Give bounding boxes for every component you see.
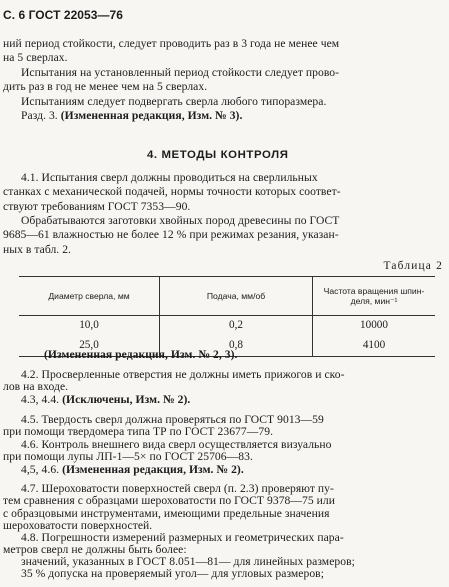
cell-rpm: 10000 [313,316,436,336]
revision-label: (Исключены, Изм. № 2). [62,392,191,406]
text-line [21,463,244,478]
col-header-rpm-line2: деля, мин⁻¹ [350,296,398,306]
col-header-rpm [313,277,436,316]
text-line: 9685—61 влажностью не более 12 % при режимах резания, указан- [3,228,339,241]
table-caption: Таблица 2 [383,260,443,272]
text-line: метров сверл не должны быть более: [3,542,187,556]
text-line: ствуют требованиям ГОСТ 7353—90. [3,200,191,213]
text-line: шероховатости поверхностей. [3,518,153,532]
text-line: Испытаниям следует подвергать сверла любого типоразмера. [21,95,327,108]
cell-feed: 0,8 [160,335,313,357]
table-2 [19,276,435,357]
table-row [19,316,435,336]
text-line: 4.6. Контроль внешнего вида сверл осуществляется визуально [21,437,332,451]
text-line [21,393,190,408]
revision-note [21,109,242,124]
text-line: 4.5. Твердость сверл должна проверяться по ГОСТ 9013—59 [21,412,324,426]
cell-diameter: 25,0 [19,335,160,357]
text-line: лов на входе. [3,379,69,393]
section-ref: Разд. 3. [21,109,58,122]
revision-label: (Измененная редакция, Изм. № 3). [60,109,243,122]
text-line: ний период стойкости, следует проводить раз в 3 года не менее чем [3,37,340,50]
text-line: тем сравнения с образцами шероховатости по ГОСТ 9378—75 или [3,494,336,508]
text-line: 4.8. Погрешности измерений размерных и геометрических пара- [21,530,344,544]
text-line: при помощи лупы ЛП-1—5× по ГОСТ 25706—83. [3,449,253,463]
revision-label: (Измененная редакция, Изм. № 2). [62,462,244,476]
page-header: С. 6 ГОСТ 22053—76 [3,8,123,22]
cell-diameter: 10,0 [79,319,99,332]
text-line: при помощи твердомера типа ТР по ГОСТ 23677—79. [3,424,274,438]
cell-feed: 0,2 [160,316,313,336]
col-header-rpm-line1: Частота вращения шпин- [323,286,425,296]
cell-rpm: 4100 [313,335,436,357]
text-line: на 5 сверлах. [3,51,68,64]
text-line: 4.7. Шероховатости поверхностей сверл (п. 2.3) проверяют пу- [21,482,334,496]
col-header-feed: Подача, мм/об [160,277,313,316]
section-title: 4. МЕТОДЫ КОНТРОЛЯ [147,149,289,161]
clause-ref: 4,5, 4.6. [21,462,60,476]
text-line: 4.1. Испытания сверл должны проводиться на сверлильных [21,171,318,184]
text-line: дить раз в год не менее чем на 5 сверлах. [3,80,208,93]
text-line: 4.2. Просверленные отверстия не должны иметь прижогов и ско- [21,367,345,381]
text-line: с образцовыми инструментами, имеющими предельные значения [3,506,330,520]
clause-ref: 4.3, 4.4. [21,392,60,406]
revision-note: (Измененная редакция, Изм. № 2, 3). [44,347,238,361]
text-line: станках с механической подачей, нормы точности которых соответ- [3,185,341,198]
text-line: значений, указанных в ГОСТ 8.051—81— для линейных размеров; [21,554,355,568]
text-line: 35 % допуска на проверяемый угол— для угловых размеров; [21,566,324,580]
text-line: Испытания на установленный период стойкости следует прово- [21,66,340,79]
table-header-row [19,277,435,316]
text-line: ных в табл. 2. [3,243,72,256]
text-line: Обрабатываются заготовки хвойных пород древесины по ГОСТ [21,214,340,227]
col-header-diameter: Диаметр сверла, мм [19,277,160,316]
